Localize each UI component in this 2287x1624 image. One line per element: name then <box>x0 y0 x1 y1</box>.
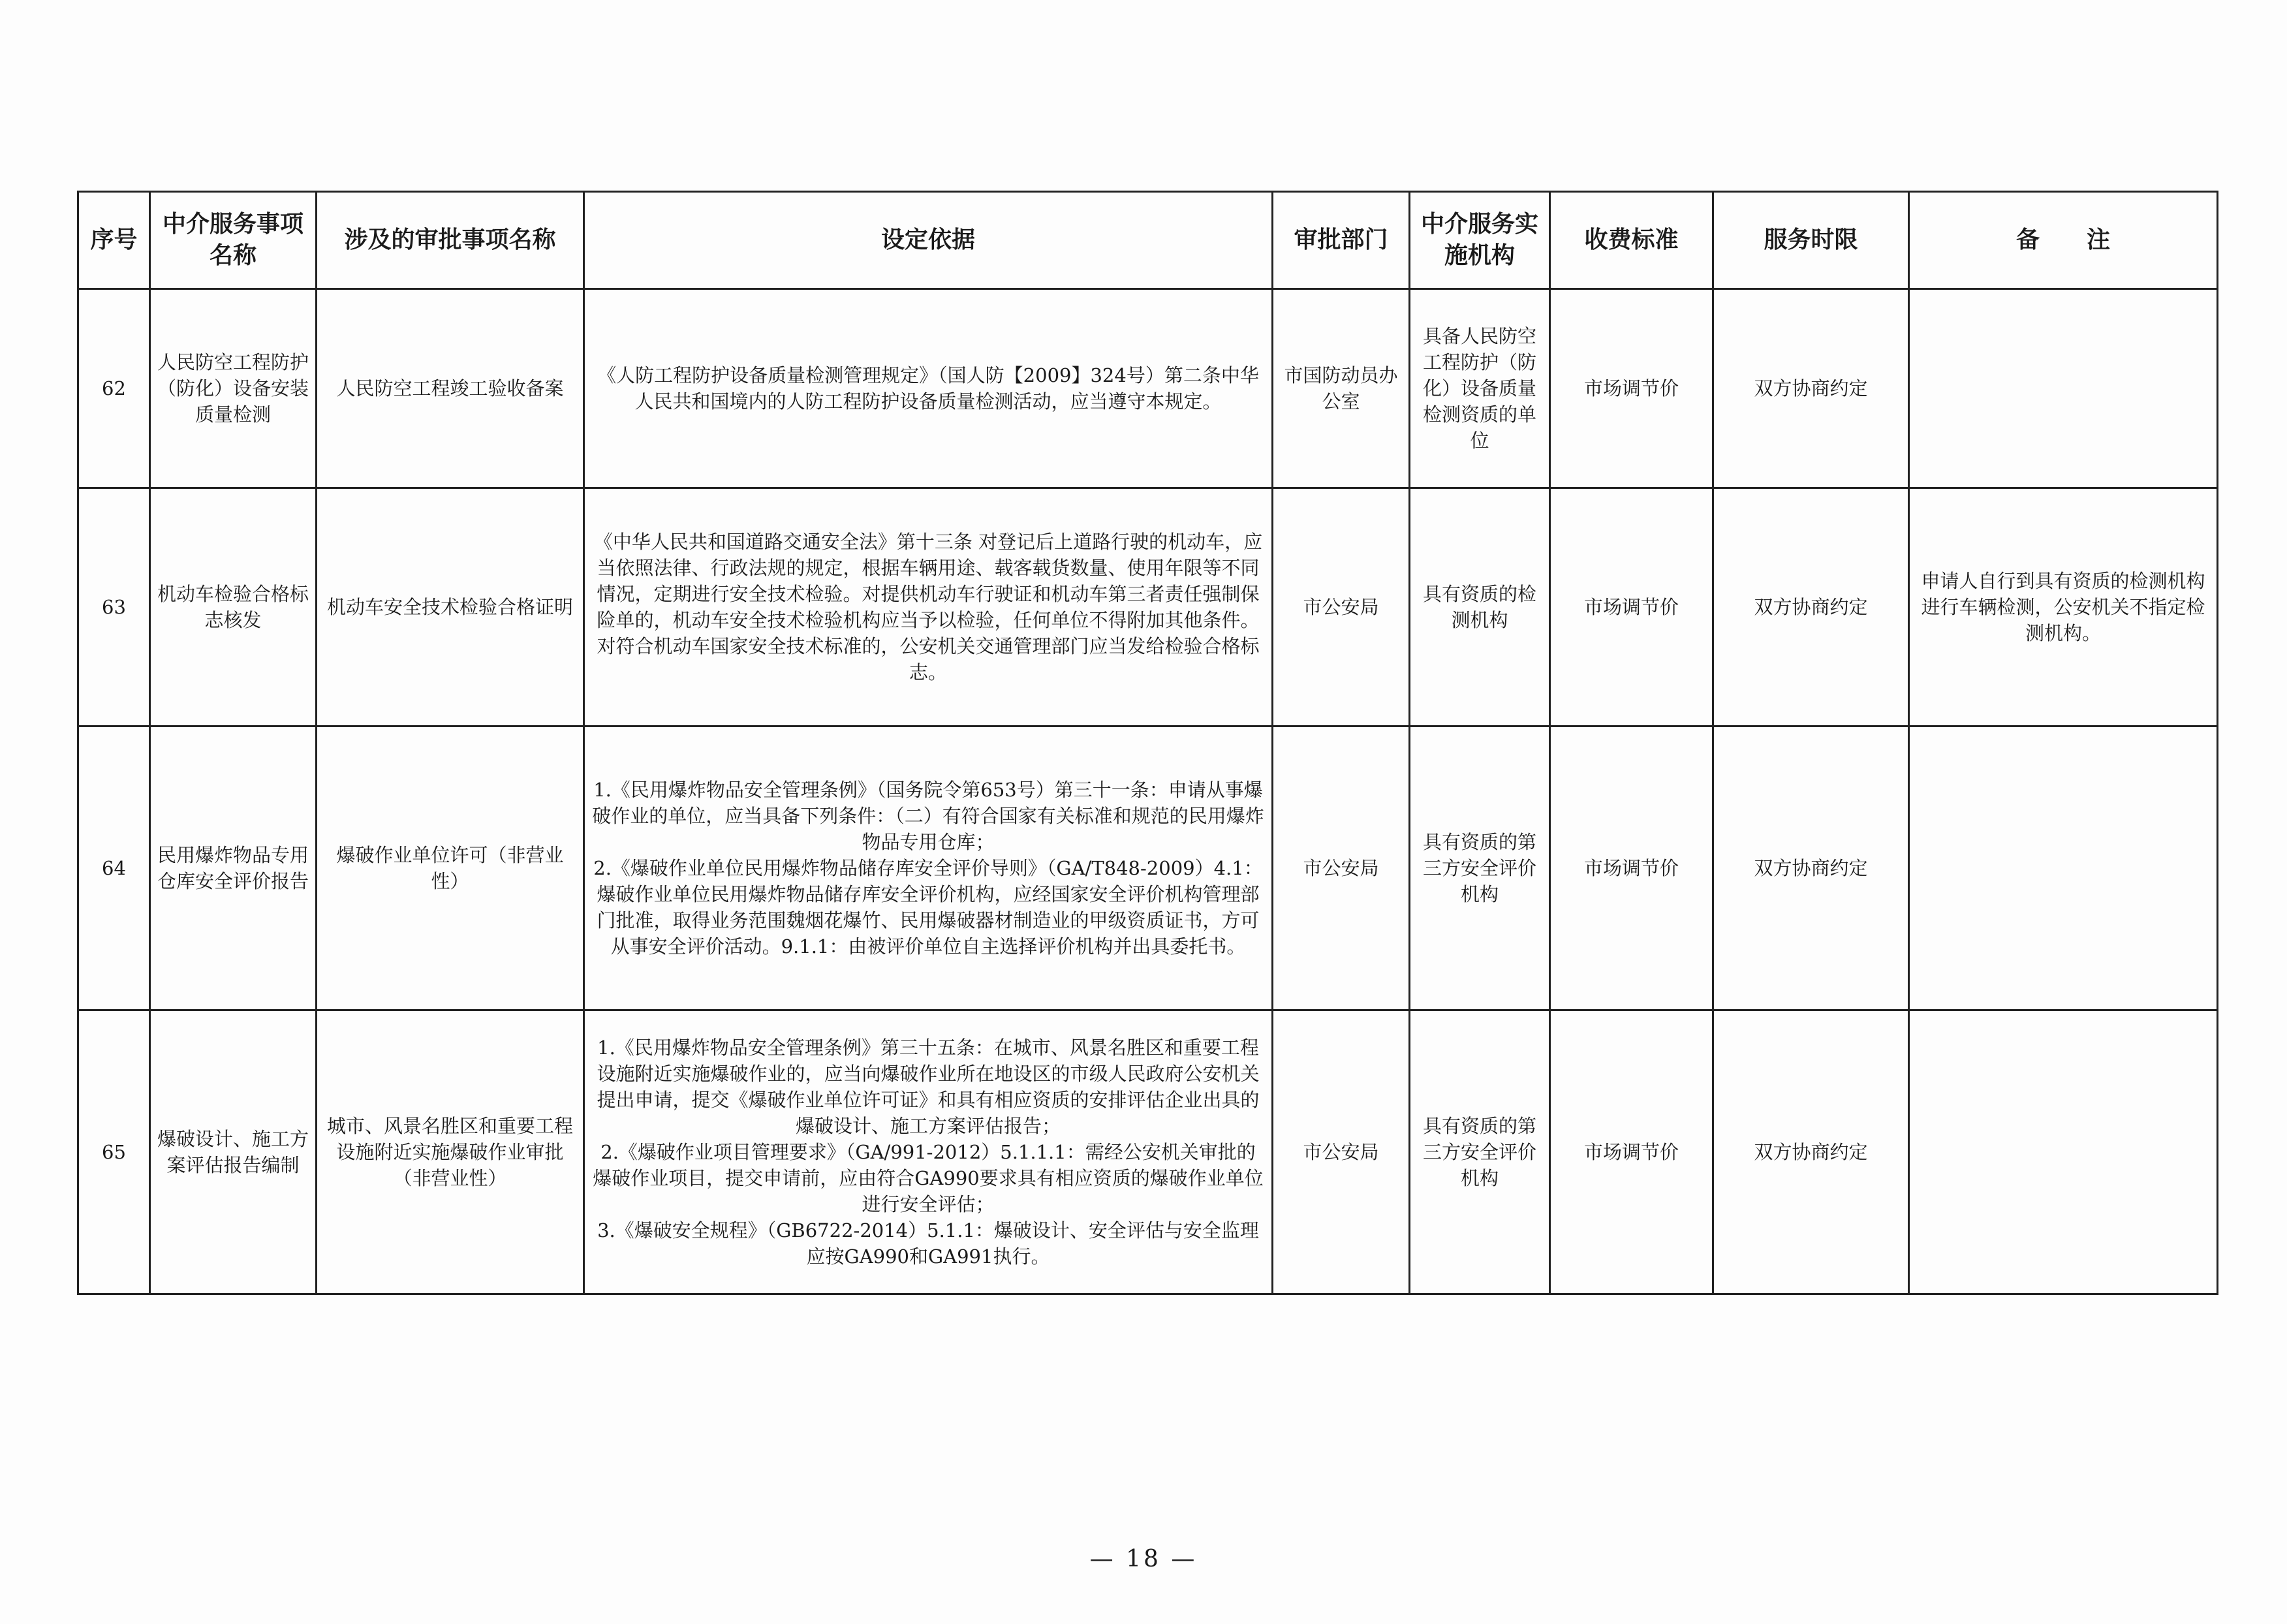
cell-approval-dept: 市国防动员办公室 <box>1273 289 1410 488</box>
cell-agency: 具有资质的检测机构 <box>1410 488 1550 726</box>
cell-fee: 市场调节价 <box>1550 726 1713 1010</box>
table-row <box>78 488 2218 726</box>
cell-time-limit: 双方协商约定 <box>1713 488 1909 726</box>
header-remark: 备 注 <box>1909 192 2218 289</box>
cell-basis: 1.《民用爆炸物品安全管理条例》第三十五条：在城市、风景名胜区和重要工程设施附近实施爆破作业的，应当向爆破作业所在地设区的市级人民政府公安机关提出申请，提交《爆破作业单位许可证》和具有相应资质的安排评估企业出具的爆破设计、施工方案评估报告； 2.《爆破作业项目管理要求》（GA/991-2012）5.1.1.1：需经公安机关审批的爆破作业项目，提交申请前，应由符合GA990要求具有相应资质的爆破作业单位进行安全评估； 3.《爆破安全规程》（GB6722-2014）5.1.1：爆破设计、安全评估与安全监理应按GA990和GA991执行。 <box>584 1010 1273 1294</box>
cell-basis: 《中华人民共和国道路交通安全法》第十三条 对登记后上道路行驶的机动车，应当依照法律、行政法规的规定，根据车辆用途、载客载货数量、使用年限等不同情况，定期进行安全技术检验。对提供机动车行驶证和机动车第三者责任强制保险单的，机动车安全技术检验机构应当予以检验，任何单位不得附加其他条件。对符合机动车国家安全技术标准的，公安机关交通管理部门应当发给检验合格标志。 <box>584 488 1273 726</box>
page-number: — 18 — <box>1089 1546 1198 1572</box>
cell-fee: 市场调节价 <box>1550 1010 1713 1294</box>
cell-service-name: 机动车检验合格标志核发 <box>150 488 317 726</box>
header-approval-dept: 审批部门 <box>1273 192 1410 289</box>
cell-remark <box>1909 726 2218 1010</box>
cell-approval-name: 机动车安全技术检验合格证明 <box>317 488 584 726</box>
table-row <box>78 726 2218 1010</box>
header-approval-name: 涉及的审批事项名称 <box>317 192 584 289</box>
cell-time-limit: 双方协商约定 <box>1713 1010 1909 1294</box>
table-header-row <box>78 192 2218 289</box>
cell-agency: 具有资质的第三方安全评价机构 <box>1410 726 1550 1010</box>
cell-no: 64 <box>78 726 150 1010</box>
header-agency: 中介服务实施机构 <box>1410 192 1550 289</box>
cell-fee: 市场调节价 <box>1550 289 1713 488</box>
header-basis: 设定依据 <box>584 192 1273 289</box>
cell-approval-name: 人民防空工程竣工验收备案 <box>317 289 584 488</box>
cell-approval-name: 城市、风景名胜区和重要工程设施附近实施爆破作业审批（非营业性） <box>317 1010 584 1294</box>
cell-basis: 1.《民用爆炸物品安全管理条例》（国务院令第653号）第三十一条：申请从事爆破作业的单位，应当具备下列条件：（二）有符合国家有关标准和规范的民用爆炸物品专用仓库； 2.《爆破作业单位民用爆炸物品储存库安全评价导则》（GA/T848-2009）4.1：爆破作业单位民用爆炸物品储存库安全评价机构，应经国家安全评价机构管理部门批准，取得业务范围魏烟花爆竹、民用爆破器材制造业的甲级资质证书，方可从事安全评价活动。9.1.1：由被评价单位自主选择评价机构并出具委托书。 <box>584 726 1273 1010</box>
cell-fee: 市场调节价 <box>1550 488 1713 726</box>
header-time-limit: 服务时限 <box>1713 192 1909 289</box>
cell-time-limit: 双方协商约定 <box>1713 726 1909 1010</box>
cell-basis: 《人防工程防护设备质量检测管理规定》（国人防【2009】324号）第二条中华人民共和国境内的人防工程防护设备质量检测活动，应当遵守本规定。 <box>584 289 1273 488</box>
cell-service-name: 人民防空工程防护（防化）设备安装质量检测 <box>150 289 317 488</box>
cell-agency: 具有资质的第三方安全评价机构 <box>1410 1010 1550 1294</box>
cell-approval-dept: 市公安局 <box>1273 488 1410 726</box>
cell-no: 63 <box>78 488 150 726</box>
cell-remark: 申请人自行到具有资质的检测机构进行车辆检测，公安机关不指定检测机构。 <box>1909 488 2218 726</box>
table-row <box>78 1010 2218 1294</box>
cell-service-name: 民用爆炸物品专用仓库安全评价报告 <box>150 726 317 1010</box>
intermediary-services-table <box>77 191 2218 1295</box>
cell-approval-dept: 市公安局 <box>1273 726 1410 1010</box>
cell-approval-dept: 市公安局 <box>1273 1010 1410 1294</box>
header-no: 序号 <box>78 192 150 289</box>
table-row <box>78 289 2218 488</box>
cell-no: 65 <box>78 1010 150 1294</box>
header-fee: 收费标准 <box>1550 192 1713 289</box>
cell-no: 62 <box>78 289 150 488</box>
cell-remark <box>1909 1010 2218 1294</box>
cell-remark <box>1909 289 2218 488</box>
cell-service-name: 爆破设计、施工方案评估报告编制 <box>150 1010 317 1294</box>
cell-agency: 具备人民防空工程防护（防化）设备质量检测资质的单位 <box>1410 289 1550 488</box>
cell-time-limit: 双方协商约定 <box>1713 289 1909 488</box>
header-service-name: 中介服务事项名称 <box>150 192 317 289</box>
cell-approval-name: 爆破作业单位许可（非营业性） <box>317 726 584 1010</box>
